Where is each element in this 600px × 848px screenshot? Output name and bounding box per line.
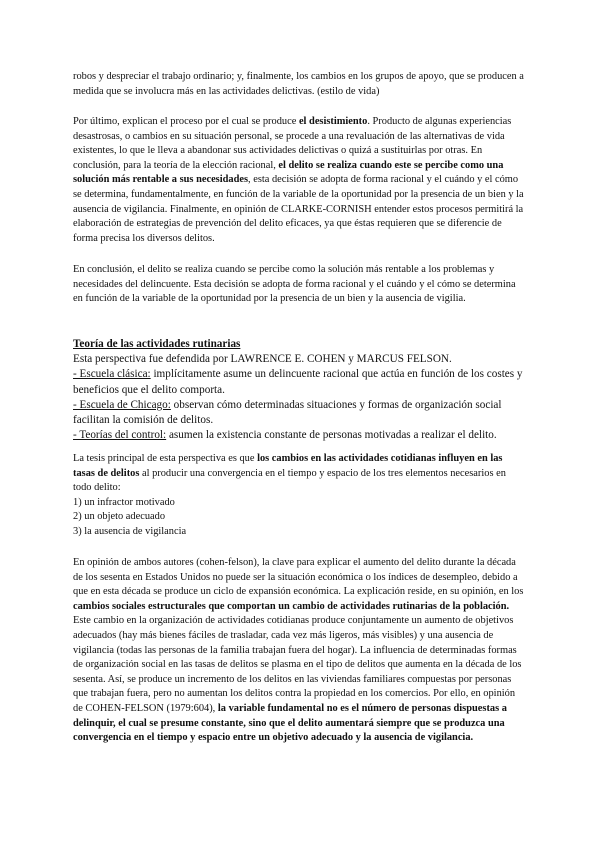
bold-thesis: los cambios en las actividades cotidianas influyen en las tasas de delitos <box>73 453 503 479</box>
bold-structural-changes: cambios sociales estructurales que comportan un cambio de actividades rutinarias de la población. <box>73 600 510 612</box>
section-intro: Esta perspectiva fue defendida por LAWRENCE E. COHEN y MARCUS FELSON. <box>73 353 452 366</box>
paragraph-text: robos y despreciar el trabajo ordinario; y, finalmente, los cambios en los grupos de apoyo, que se producen a medida que se involucra más en las actividades delictivas. (estilo de vida) <box>73 71 524 97</box>
school-label: - Escuela clásica: <box>73 368 151 381</box>
section-heading: Teoría de las actividades rutinarias <box>73 338 241 350</box>
school-label: - Escuela de Chicago: <box>73 398 171 411</box>
list-item: 2) un objeto adecuado <box>73 511 166 523</box>
school-item <box>73 428 525 443</box>
bold-fundamental-variable: la variable fundamental no es el número de personas dispuestas a delinquir, el cual se presume constante, sino que el delito aumentará siempre que se produzca una convergencia en el tiempo y espacio entre un objetivo adecuado y la ausencia de vigilancia. <box>73 702 507 744</box>
list-item: 3) la ausencia de vigilancia <box>73 525 187 537</box>
paragraph-desistance <box>73 115 525 246</box>
text-run: Este cambio en la organización de actividades cotidianas produce conjuntamente un aumento de objetivos adecuados (hay más bienes fáciles de trasladar, cada vez más ligeros, más visibles) y una ausencia de vigilancia (todas las personas de la familia trabajan fuera del hogar). La influencia de determinadas formas de organización social en las tasas de delitos se plasma en el tipo de delitos que aumenta en la década de los sesenta. Así, se produce un incremento de los delitos en las viviendas familiares compuestas por personas que trabajan fuera, pero no aumentan los delitos contra la propiedad en los comercios. Por ello, en opinión de COHEN-FELSON (1979:604), <box>73 615 522 714</box>
text-run: , esta decisión se adopta de forma racional y el cuándo y el cómo se determina, fundamentalmente, en función de la variable de la oportunidad por la presencia de un bien y la ausencia de vigilancia. Finalmente, en opinión de CLARKE-CORNISH entender estos procesos permitirá la elaboración de estrategias de prevención del delito eficaces, ya que éstas requieren que se diferencie de forma precisa los diversos delitos. <box>73 174 524 244</box>
list-item: 1) un infractor motivado <box>73 496 175 508</box>
text-run: En opinión de ambos autores (cohen-felson), la clave para explicar el aumento del delito durante la década de los sesenta en Estados Unidos no puede ser la situación económica o los índices de desempleo, debido a que en esta década se produce un ciclo de expansión económica. La explicación reside, en su opinión, en los <box>73 557 524 598</box>
paragraph-conclusion <box>73 263 525 307</box>
paragraph-text: En conclusión, el delito se realiza cuando se percibe como la solución más rentable a los problemas y necesidades del delincuente. Esta decisión se adopta de forma racional y el cuándo y el cómo se determina en función de la variable de la oportunidad por la presencia de un bien y la ausencia de vigilia. <box>73 264 516 305</box>
section-routine-activities <box>73 337 525 443</box>
text-run: Por último, explican el proceso por el cual se produce <box>73 116 299 127</box>
text-run: al producir una convergencia en el tiempo y espacio de los tres elementos necesarios en todo delito: <box>73 467 506 494</box>
bold-term-desistimiento: el desistimiento <box>298 116 368 127</box>
school-text: asumen la existencia constante de personas motivadas a realizar el delito. <box>166 429 497 442</box>
paragraph-lifestyle <box>73 70 525 99</box>
school-text: observan cómo determinadas situaciones y formas de organización social facilitan la comisión de delitos. <box>73 398 502 427</box>
text-run: La tesis principal de esta perspectiva es que <box>73 453 258 464</box>
paragraph-thesis <box>73 452 525 540</box>
school-item <box>73 367 525 397</box>
school-item <box>73 398 525 428</box>
paragraph-cohen-felson <box>73 556 525 746</box>
text-run: . Producto de algunas experiencias desastrosas, o cambios en su situación personal, se procede a una revaluación de las alternativas de vida existentes, lo que le lleva a abandonar sus actividades delictivas o quizá a sustituirlas por otras. En conclusión, para la teoría de la elección racional, <box>73 116 512 171</box>
bold-conclusion: el delito se realiza cuando este se percibe como una solución más rentable a sus necesidades <box>73 159 504 186</box>
school-label: - Teorías del control: <box>73 429 167 442</box>
school-text: implícitamente asume un delincuente racional que actúa en función de los costes y beneficios que el delito comporta. <box>73 368 523 396</box>
